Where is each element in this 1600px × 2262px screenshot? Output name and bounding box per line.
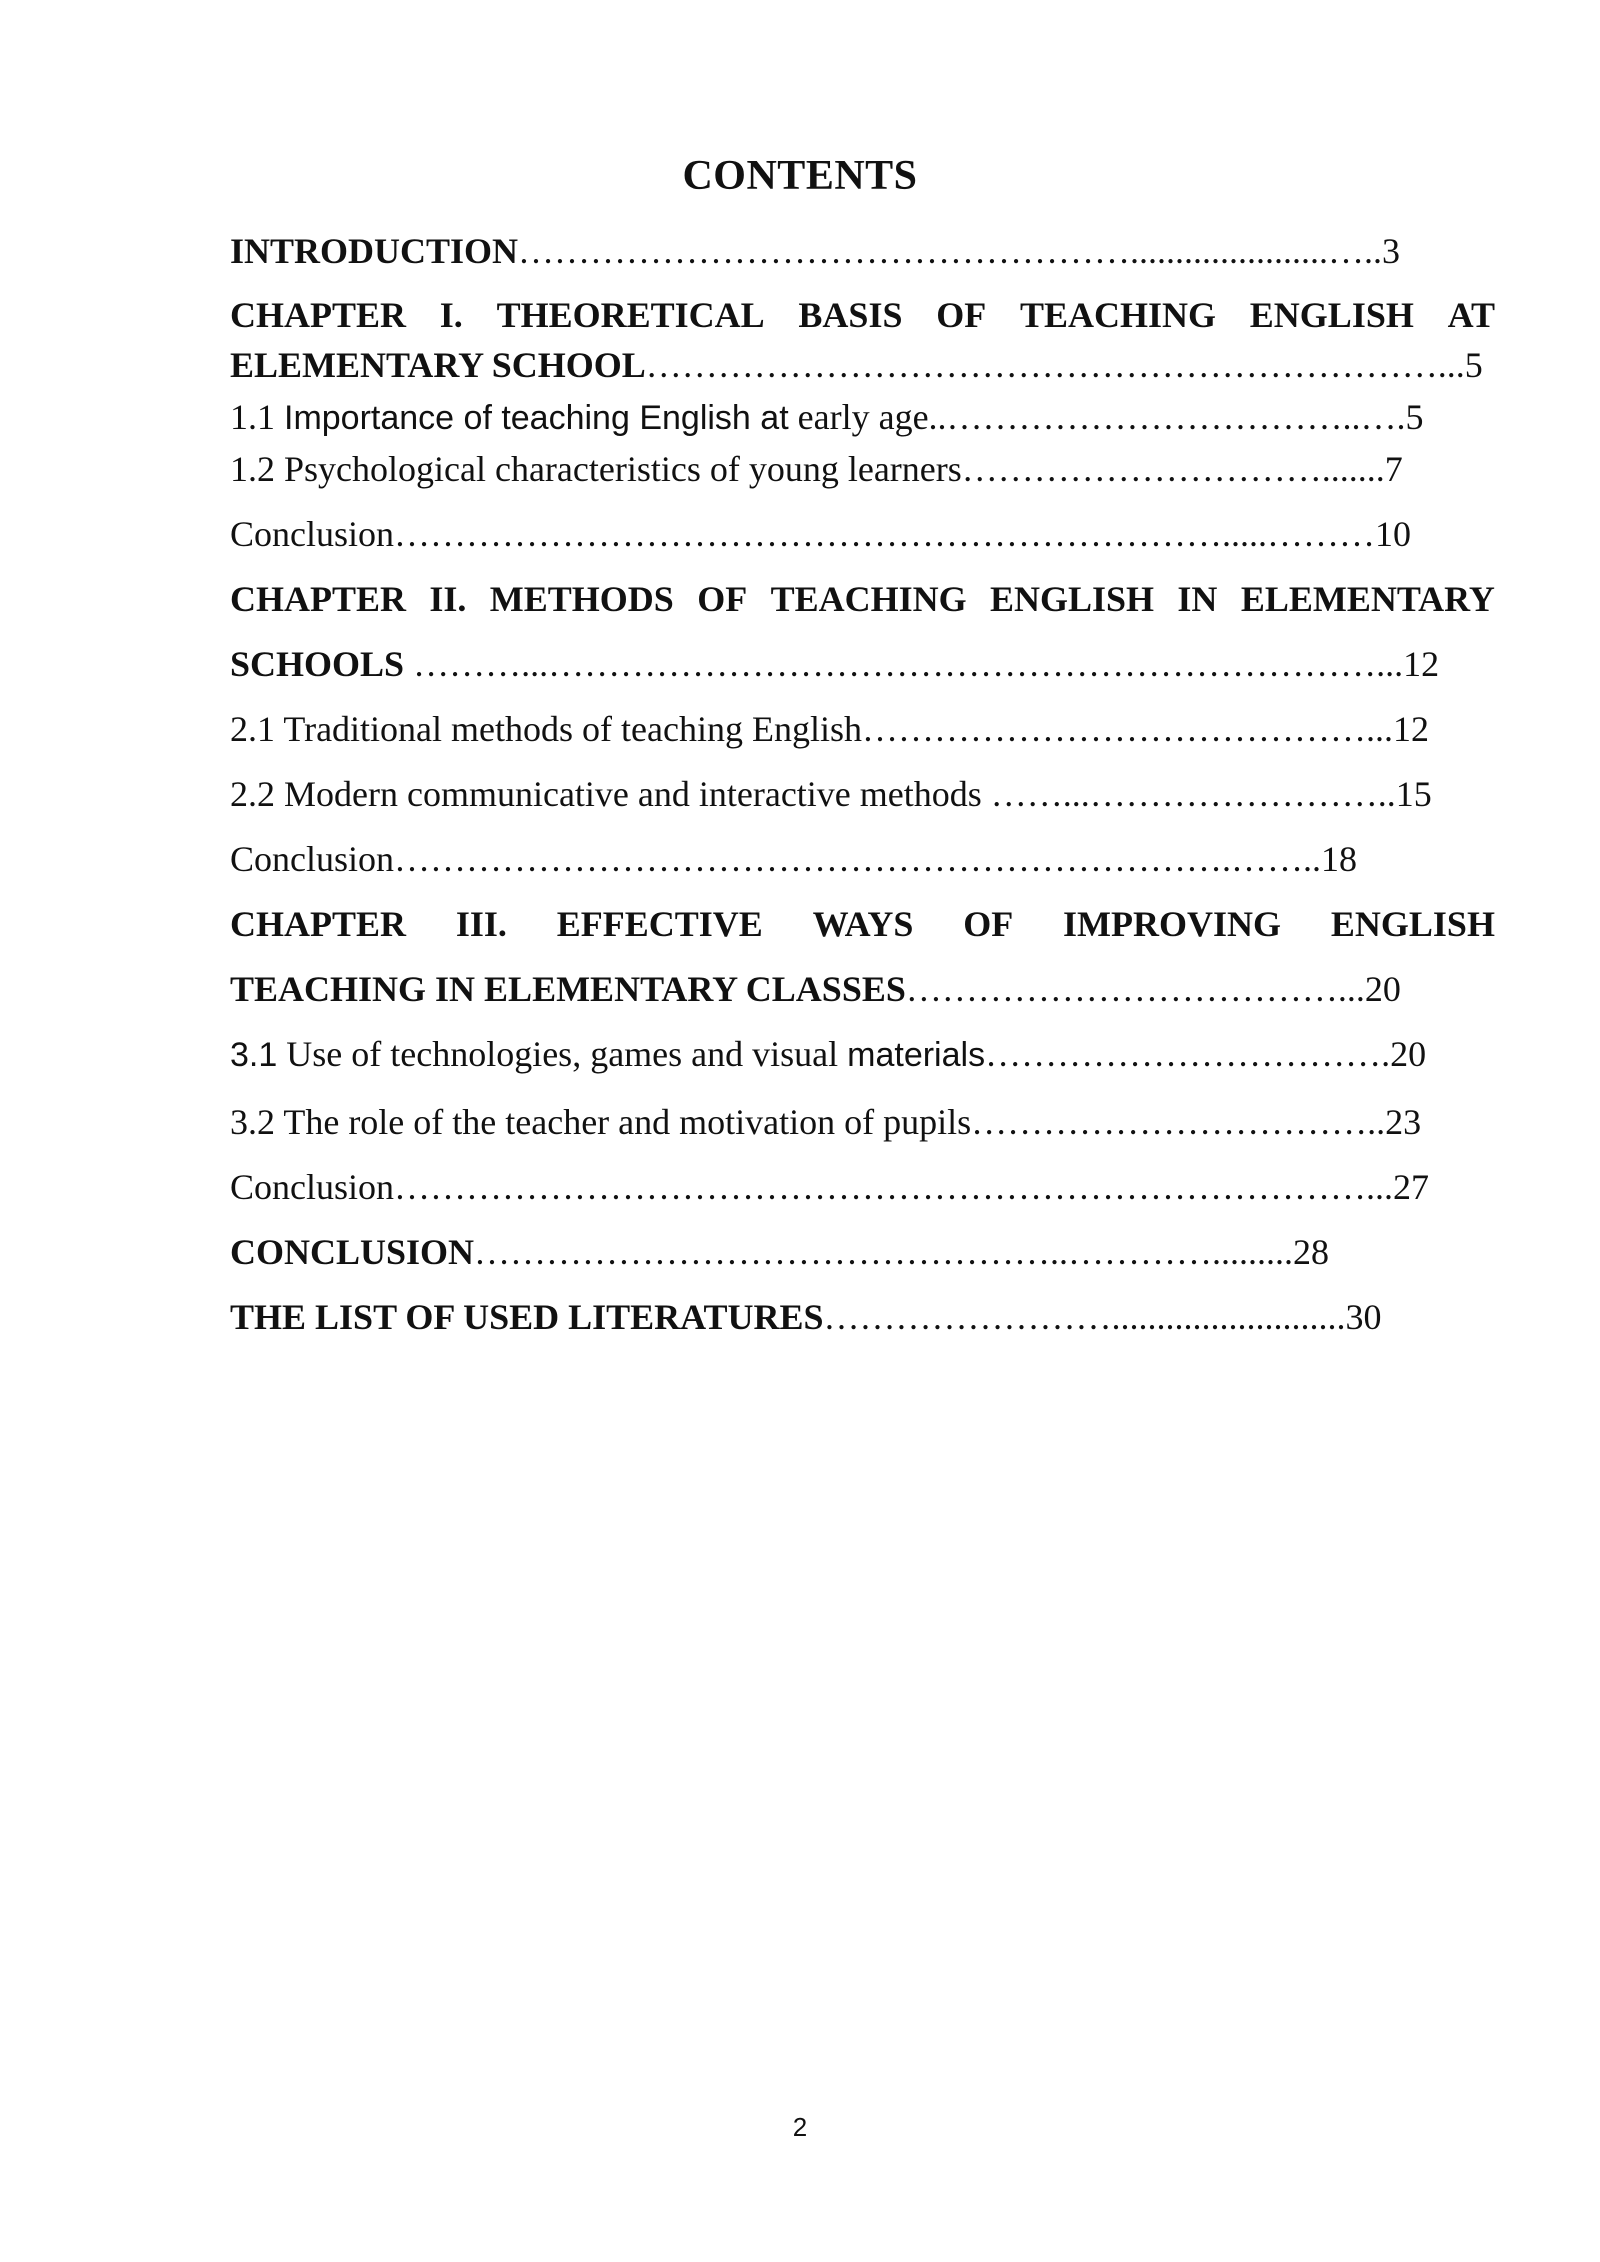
table-of-contents xyxy=(230,0,1495,2262)
toc-word: IN xyxy=(1177,579,1218,619)
toc-word: EFFECTIVE xyxy=(556,904,763,944)
toc-leader: ……...……………………..15 xyxy=(981,774,1432,814)
toc-word: ENGLISH xyxy=(989,579,1155,619)
toc-section-1-2 xyxy=(230,448,1403,490)
toc-leader: …………………………………………………………….....………10 xyxy=(394,514,1412,554)
toc-word: OF xyxy=(963,904,1014,944)
toc-leader: ……………………………………………......................…..3 xyxy=(518,231,1401,271)
toc-word: ELEMENTARY xyxy=(1240,579,1495,619)
toc-section-2-2 xyxy=(230,773,1432,815)
toc-leader: ……………………………………...12 xyxy=(861,709,1429,749)
toc-section-1-1 xyxy=(230,396,1424,439)
toc-label: Conclusion xyxy=(230,1167,395,1207)
toc-word: OF xyxy=(697,579,748,619)
toc-word: II. xyxy=(429,579,467,619)
toc-word: OF xyxy=(936,295,987,335)
toc-label: Conclusion xyxy=(230,839,395,879)
toc-label-sans: materials xyxy=(847,1036,986,1074)
toc-chapter-1-line2 xyxy=(230,344,1483,386)
toc-literature xyxy=(230,1296,1382,1338)
toc-leader: ……………………..........................30 xyxy=(823,1297,1382,1337)
toc-leader: ………...……………………………………………………………...12 xyxy=(404,644,1440,684)
toc-chapter-1-heading xyxy=(230,294,1495,336)
toc-leader: …………………………….20 xyxy=(985,1034,1427,1074)
toc-word: AT xyxy=(1447,295,1495,335)
toc-label: SCHOOLS xyxy=(230,644,405,684)
toc-label: THE LIST OF USED LITERATURES xyxy=(230,1297,824,1337)
toc-word: ENGLISH xyxy=(1330,904,1495,944)
toc-word: CHAPTER xyxy=(230,579,407,619)
toc-chapter-2-conclusion xyxy=(230,838,1357,880)
toc-label-rest: early age xyxy=(788,397,929,437)
toc-word: METHODS xyxy=(489,579,674,619)
toc-label: INTRODUCTION xyxy=(230,231,519,271)
toc-word: III. xyxy=(455,904,507,944)
toc-leader: …………………………………………………………...5 xyxy=(645,345,1483,385)
toc-label: 2.1 Traditional methods of teaching English xyxy=(230,709,862,749)
toc-introduction xyxy=(230,230,1400,272)
toc-chapter-3-line2 xyxy=(230,968,1401,1010)
page-title: CONTENTS xyxy=(682,153,918,199)
toc-chapter-2-line2 xyxy=(230,643,1439,685)
toc-word: WAYS xyxy=(812,904,914,944)
toc-number: 1.1 xyxy=(230,397,284,437)
toc-leader: ……………………………..23 xyxy=(971,1102,1422,1142)
toc-number: 3.1 xyxy=(230,1036,278,1074)
toc-label: Conclusion xyxy=(230,514,395,554)
toc-chapter-3-heading xyxy=(230,903,1495,945)
toc-leader: ………………………………...20 xyxy=(905,969,1401,1009)
toc-word: TEACHING xyxy=(1020,295,1217,335)
toc-chapter-1-conclusion xyxy=(230,513,1411,555)
toc-section-2-1 xyxy=(230,708,1429,750)
toc-label: ELEMENTARY SCHOOL xyxy=(230,345,646,385)
toc-section-3-2 xyxy=(230,1101,1421,1143)
toc-word: THEORETICAL xyxy=(496,295,765,335)
toc-word: CHAPTER xyxy=(230,904,407,944)
toc-section-3-1 xyxy=(230,1033,1426,1076)
toc-leader: …………………………………………………………….……..18 xyxy=(394,839,1358,879)
toc-leader: ………………………….......7 xyxy=(961,449,1403,489)
toc-leader: …………………………………………..………….........28 xyxy=(474,1232,1330,1272)
toc-chapter-2-heading xyxy=(230,578,1495,620)
toc-chapter-3-conclusion xyxy=(230,1166,1429,1208)
toc-label: 2.2 Modern communicative and interactive methods xyxy=(230,774,982,814)
page-number: 2 xyxy=(792,2112,808,2142)
toc-label: 1.2 Psychological characteristics of young learners xyxy=(230,449,962,489)
toc-word: ENGLISH xyxy=(1249,295,1414,335)
toc-conclusion xyxy=(230,1231,1329,1273)
toc-label: Use of technologies, games and visual xyxy=(277,1034,848,1074)
toc-word: I. xyxy=(439,295,463,335)
toc-word: TEACHING xyxy=(770,579,967,619)
toc-word: BASIS xyxy=(798,295,903,335)
toc-label: Importance of teaching English at xyxy=(284,399,789,437)
toc-label: 3.2 The role of the teacher and motivation of pupils xyxy=(230,1102,972,1142)
toc-leader: ………………………………………………………………………...27 xyxy=(394,1167,1430,1207)
toc-word: IMPROVING xyxy=(1063,904,1282,944)
toc-label: TEACHING IN ELEMENTARY CLASSES xyxy=(230,969,906,1009)
toc-leader: ..……………………………..….5 xyxy=(928,397,1424,437)
toc-label: CONCLUSION xyxy=(230,1232,475,1272)
toc-word: CHAPTER xyxy=(230,295,407,335)
